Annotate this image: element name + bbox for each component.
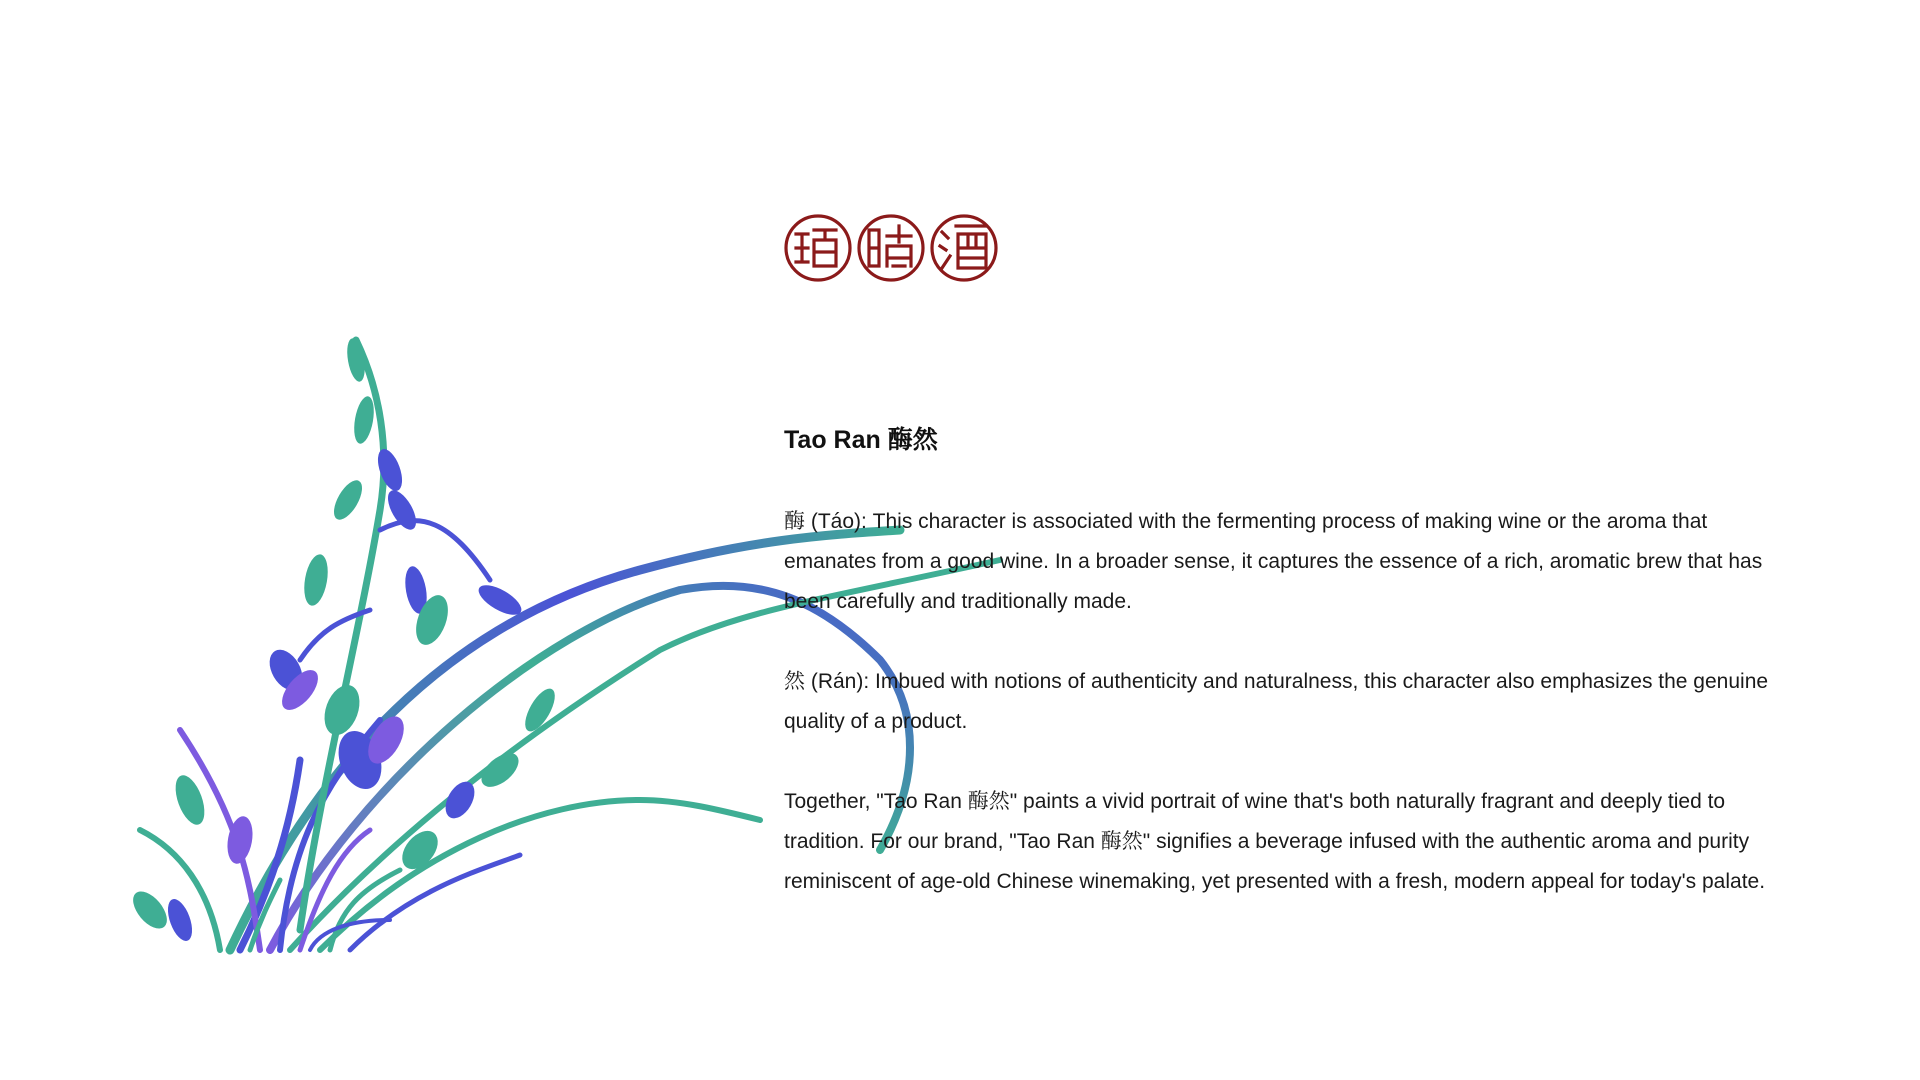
article-title: Tao Ran 酶然 bbox=[784, 426, 938, 454]
seal-char-1 bbox=[786, 216, 850, 280]
seal-char-2 bbox=[859, 216, 923, 280]
seal-char-3 bbox=[932, 216, 996, 280]
article-content bbox=[784, 420, 1794, 902]
brand-seal-logo bbox=[782, 212, 1000, 284]
paragraph-together: Together, "Tao Ran 酶然" paints a vivid portrait of wine that's both naturally fragrant and deeply tied to tradition. For our brand, "Tao Ran 酶然" signifies a beverage infused with the authentic aroma and purity reminiscent of age-old Chinese winemaking, yet presented with a fresh, modern appeal for today's palate. bbox=[784, 790, 1766, 893]
paragraph-tao: 酶 (Táo): This character is associated with the fermenting process of making wine or the aroma that emanates from a good wine. In a broader sense, it captures the essence of a rich, aromatic brew that has been carefully and traditionally made. bbox=[784, 510, 1763, 613]
paragraph-ran: 然 (Rán): Imbued with notions of authenticity and naturalness, this character also emphasizes the genuine quality of a product. bbox=[784, 670, 1769, 733]
seal-logo-graphic bbox=[782, 212, 1000, 284]
